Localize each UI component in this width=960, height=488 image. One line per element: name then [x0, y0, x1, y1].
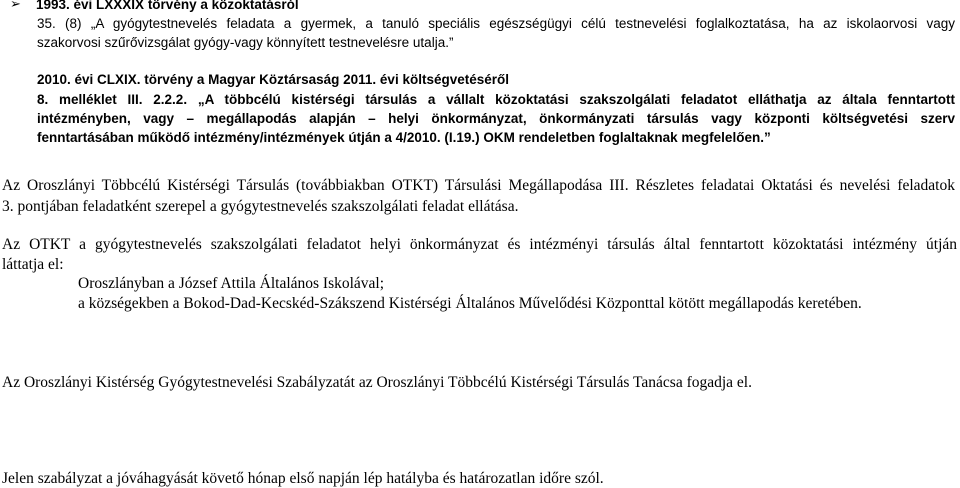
annex-line-1 — [37, 92, 955, 107]
effective-date-sentence: Jelen szabályzat a jóváhagyását követő hónap első napján lép hatályba és határozatlan időre szól. — [2, 470, 604, 487]
otkt-task-line-2: láttatja el: — [2, 256, 64, 273]
section-35-line-1: 35. (8) „A gyógytestnevelés feladata a gyermek, a tanuló speciális egészségügyi célú testnevelési foglalkoztatása, ha az iskolaorvosi vagy — [37, 16, 955, 31]
adoption-sentence: Az Oroszlányi Kistérség Gyógytestnevelési Szabályzatát az Oroszlányi Többcélú Kistérségi Társulás Tanácsa fogadja el. — [2, 374, 752, 391]
otkt-intro-line-2: 3. pontjában feladatként szerepel a gyógytestnevelés szakszolgálati feladat ellátása. — [2, 198, 519, 215]
annex-line-1-text: 8. melléklet III. 2.2.2. „A többcélú kistérségi társulás a vállalt közoktatási szakszolgálati feladatot elláthatja az általa fenntartott — [37, 92, 955, 107]
section-35-line-2: szakorvosi szűrővizsgálat gyógy-vagy könnyített testnevelésre utalja.” — [37, 35, 454, 50]
law-1993-heading-row — [10, 0, 299, 12]
otkt-task-item-2: a községekben a Bokod-Dad-Kecskéd-Szákszend Kistérségi Általános Művelődési Központtal kötött megállapodás keretében. — [78, 295, 862, 312]
annex-line-3: fenntartásában működő intézmény/intézmények útján a 4/2010. (I.19.) OKM rendeletben foglaltaknak megfelelően.” — [37, 130, 771, 145]
law-2010-heading: 2010. évi CLXIX. törvény a Magyar Köztársaság 2011. évi költségvetéséről — [37, 72, 509, 87]
otkt-intro-line-1: Az Oroszlányi Többcélú Kistérségi Társulás (továbbiakban OTKT) Társulási Megállapodása III. Részletes feladatai Oktatási és nevelési feladatok — [2, 177, 955, 194]
otkt-task-item-1: Oroszlányban a József Attila Általános Iskolával; — [78, 275, 385, 292]
arrow-bullet-icon: ➢ — [10, 0, 21, 12]
annex-line-2-text: intézményben, vagy – megállapodás alapján – helyi önkormányzat, önkormányzati társulás vagy központi költségvetési szerv — [37, 111, 955, 126]
annex-line-2 — [37, 111, 955, 126]
otkt-task-line-1: Az OTKT a gyógytestnevelés szakszolgálati feladatot helyi önkormányzat és intézményi társulás által fenntartott közoktatási intézmény útján — [2, 236, 957, 253]
law-1993-heading: 1993. évi LXXXIX törvény a közoktatásról — [36, 0, 299, 12]
